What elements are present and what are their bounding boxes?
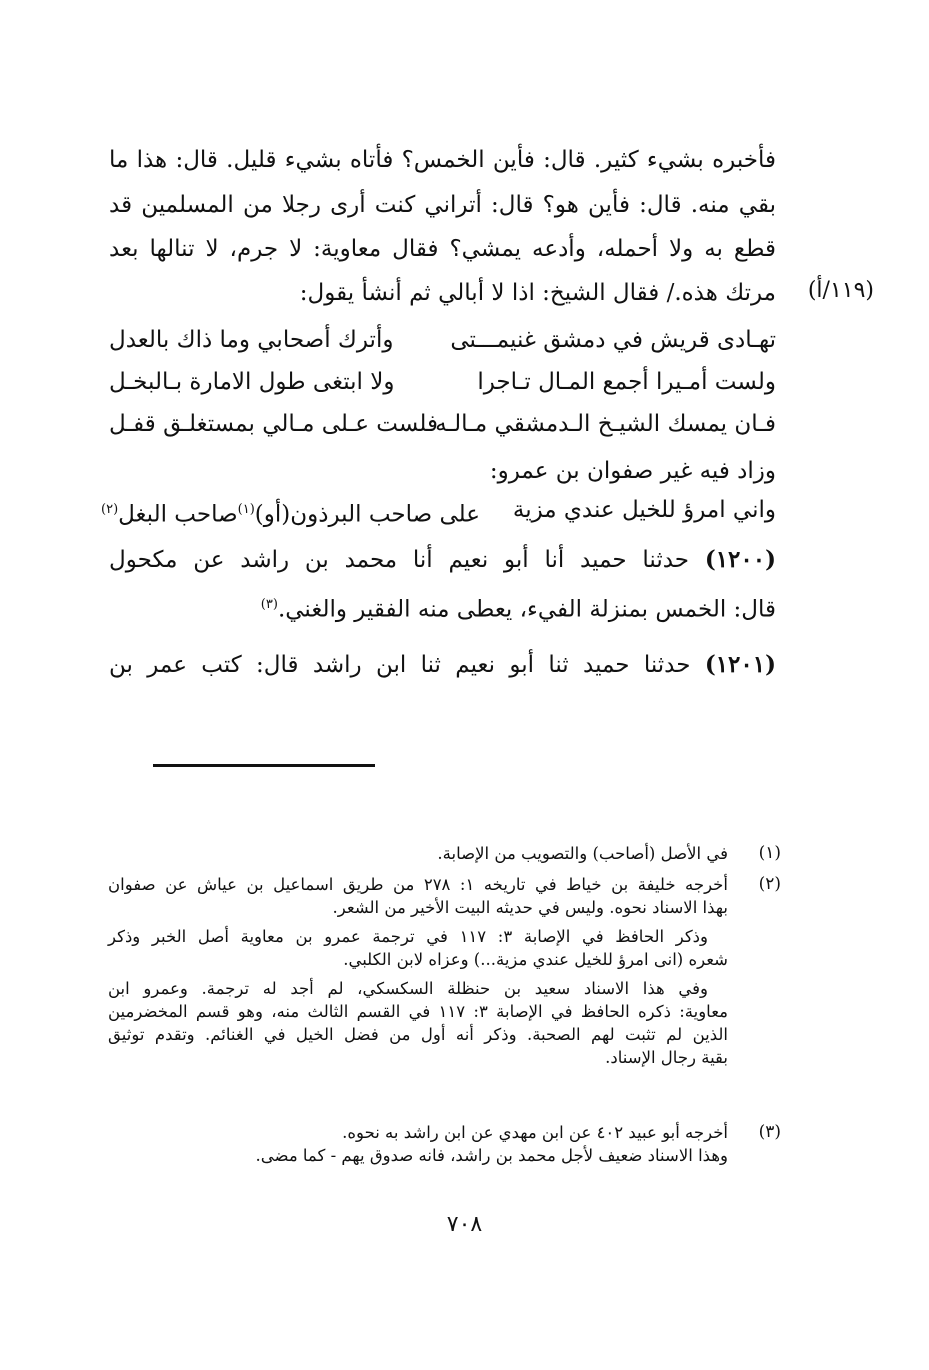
verse-2-second-hemistich: ولا ابتغى طول الامارة بـالبخـل bbox=[109, 369, 395, 395]
verse-4-text-a: على صاحب البرذون(أو) bbox=[254, 501, 480, 528]
footnote-2 bbox=[108, 874, 728, 1070]
footnote-line: معاوية: ذكره الحافظ في الإصابة ٣: ١١٧ في القسم الثالث منه، وهو قسم المخضرمين bbox=[108, 1002, 728, 1021]
footnote-separator bbox=[153, 764, 375, 767]
verse-3-first-hemistich: فـان يمسك الشيـخ الـدمشقي مـالـه bbox=[435, 411, 776, 437]
footnote-number-1: (١) bbox=[758, 843, 781, 863]
hadith-1201-text-1: حدثنا حميد ثنا أبو نعيم ثنا ابن راشد قال: كتب عمر بن bbox=[109, 652, 691, 678]
footnote-number-2: (٢) bbox=[758, 874, 781, 894]
footnote-line: وذكر الحافظ في الإصابة ٣: ١١٧ في ترجمة عمرو بن معاوية أصل الخبر وذكر bbox=[108, 927, 708, 946]
footnote-ref-2: (٢) bbox=[101, 502, 119, 517]
footnote-ref-3: (٣) bbox=[260, 597, 278, 612]
page-number: ٧٠٨ bbox=[446, 1212, 483, 1237]
hadith-number-1200: (١٢٠٠) bbox=[704, 546, 777, 573]
verse-1 bbox=[109, 322, 776, 358]
footnote-line: بهذا الاسناد نحوه. وليس في حديثه البيت الأخير من الشعر. bbox=[332, 898, 728, 917]
verse-1-first-hemistich: تهـادى قريش في دمشق غنيمـــتى bbox=[450, 327, 776, 353]
footnote-line: شعره (انى امرؤ للخيل عندي مزية...) وعزاه لابن الكلبي. bbox=[343, 950, 728, 969]
footnote-number-3: (٣) bbox=[758, 1122, 781, 1142]
addition-line: وزاد فيه غير صفوان بن عمرو: bbox=[489, 458, 776, 484]
footnote-1 bbox=[108, 843, 728, 866]
hadith-1200-line-2 bbox=[109, 590, 776, 625]
footnote-line: أخرجه خليفة بن خياط في تاريخه ١: ٢٧٨ من طريق اسماعيل بن عياش عن صفوان bbox=[108, 875, 728, 894]
footnote-line: بقية رجال الإسناد. bbox=[605, 1048, 728, 1067]
footnote-line: أخرجه أبو عبيد ٤٠٢ عن ابن مهدي عن ابن راشد به نحوه. bbox=[342, 1123, 728, 1142]
footnote-3 bbox=[108, 1122, 728, 1168]
hadith-number-1201: (١٢٠١) bbox=[704, 651, 777, 678]
footnote-line: وهذا الاسناد ضعيف لأجل محمد بن راشد، فانه صدوق يهم - كما مضى. bbox=[255, 1146, 728, 1165]
hadith-1200-text-2: قال: الخمس بمنزلة الفيء، يعطى منه الفقير والغني. bbox=[277, 596, 776, 623]
hadith-1200-line-1 bbox=[109, 545, 776, 575]
body-line-1: فأخبره بشيء كثير. قال: فأين الخمس؟ فأتاه بشيء قليل. قال: هذا ما bbox=[109, 147, 776, 173]
body-line-3: قطع به ولا أحمله، وأدعه يمشي؟ فقال معاوية: لا جرم، لا تنالها بعد bbox=[109, 236, 776, 262]
body-line-4 bbox=[109, 278, 776, 308]
verse-4-second-hemistich bbox=[101, 492, 480, 533]
footnote-line: وفي هذا الاسناد سعيد بن حنظلة السكسكي، لم أجد له ترجمة. وعمرو ابن bbox=[108, 979, 708, 998]
footnote-line: الذين لم تثبت لهم الصحبة. وذكر أنه أول من فضل الخيل في الغنائم. وتقدم توثيق bbox=[108, 1025, 728, 1044]
body-line-2: بقي منه. قال: فأين هو؟ قال: أتراني كنت أرى رجلا من المسلمين قد bbox=[109, 192, 776, 218]
verse-3 bbox=[109, 406, 776, 442]
verse-4-first-hemistich: واني امرؤ للخيل عندي مزية bbox=[512, 497, 776, 523]
verse-4-text-b: صاحب البغل bbox=[118, 501, 238, 528]
footnote-ref-1: (١) bbox=[237, 502, 255, 517]
footnote-line: في الأصل (أصاحب) والتصويب من الإصابة. bbox=[437, 844, 728, 863]
hadith-1201-line-1 bbox=[109, 650, 776, 680]
verse-4 bbox=[101, 492, 776, 528]
verse-2 bbox=[109, 364, 776, 400]
body-line-4-text: مرتك هذه./ فقال الشيخ: اذا لا أبالي ثم أنشأ يقول: bbox=[299, 280, 776, 306]
manuscript-folio-ref: (١١٩/أ) bbox=[807, 278, 874, 303]
verse-3-second-hemistich: فلست عـلى مـالي بمستغلـق قفـل bbox=[109, 411, 439, 437]
verse-1-second-hemistich: وأترك أصحابي وما ذاك بالعدل bbox=[109, 327, 394, 353]
verse-2-first-hemistich: ولست أمـيرا أجمع المـال تـاجرا bbox=[477, 369, 776, 395]
hadith-1200-text-1: حدثنا حميد أنا أبو نعيم أنا محمد بن راشد عن مكحول bbox=[109, 547, 690, 573]
